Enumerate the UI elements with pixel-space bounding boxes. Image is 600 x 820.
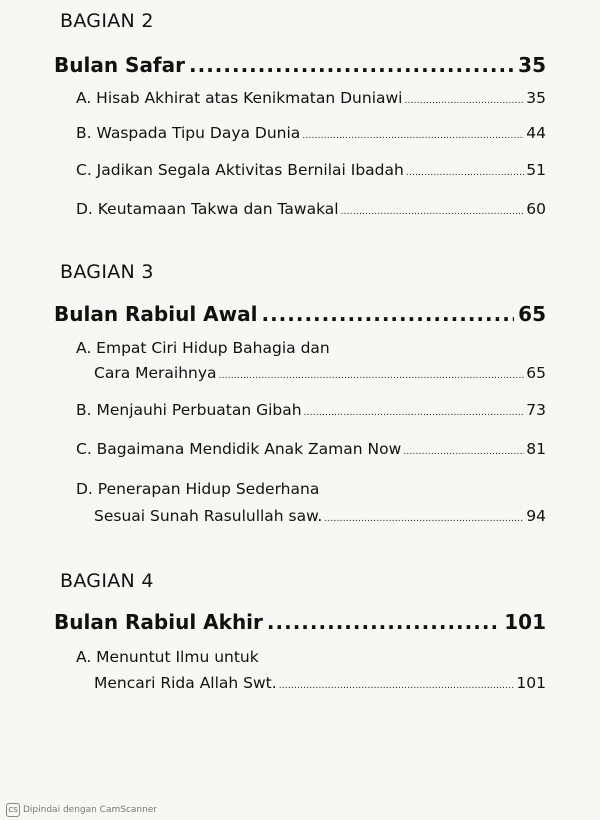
toc-entry	[94, 507, 546, 525]
dot-leader	[219, 371, 525, 381]
page-number: 81	[526, 440, 546, 458]
dot-leader	[189, 53, 514, 77]
camscanner-logo-icon: CS	[6, 803, 20, 817]
toc-entry	[76, 440, 546, 458]
dot-leader	[406, 168, 524, 178]
entry-title: B. Menjauhi Perbuatan Gibah	[76, 401, 302, 419]
dot-leader	[403, 447, 524, 457]
page-number: 44	[526, 124, 546, 142]
dot-leader	[404, 96, 524, 106]
chapter-title: Bulan Rabiul Awal	[54, 302, 258, 326]
toc-entry	[76, 200, 546, 218]
toc-entry	[94, 674, 546, 692]
dot-leader	[304, 408, 525, 418]
chapter-title: Bulan Rabiul Akhir	[54, 610, 263, 634]
toc-entry	[76, 89, 546, 107]
page-number: 65	[526, 364, 546, 382]
page-number: 101	[516, 674, 546, 692]
section-heading: BAGIAN 4	[60, 570, 154, 592]
dot-leader	[267, 610, 500, 634]
page-number: 101	[504, 610, 546, 634]
watermark-text: Dipindai dengan CamScanner	[23, 805, 158, 815]
dot-leader	[324, 514, 524, 524]
entry-title: B. Waspada Tipu Daya Dunia	[76, 124, 301, 142]
page-number: 60	[526, 200, 546, 218]
toc-entry	[76, 161, 546, 179]
dot-leader	[279, 681, 515, 691]
toc-entry	[76, 124, 546, 142]
entry-title-line1: A. Menuntut Ilmu untuk	[76, 648, 259, 666]
entry-title: Cara Meraihnya	[94, 364, 217, 382]
entry-title: Sesuai Sunah Rasulullah saw.	[94, 507, 323, 525]
entry-title-line1: D. Penerapan Hidup Sederhana	[76, 480, 320, 498]
page-number: 35	[526, 89, 546, 107]
chapter-title: Bulan Safar	[54, 53, 185, 77]
section-heading: BAGIAN 3	[60, 261, 154, 283]
toc-entry	[94, 364, 546, 382]
chapter-entry	[54, 610, 546, 634]
page-number: 65	[518, 302, 546, 326]
entry-title: A. Hisab Akhirat atas Kenikmatan Duniawi	[76, 89, 403, 107]
dot-leader	[302, 131, 524, 141]
chapter-entry	[54, 302, 546, 326]
entry-title: D. Keutamaan Takwa dan Tawakal	[76, 200, 339, 218]
entry-title: C. Jadikan Segala Aktivitas Bernilai Ibadah	[76, 161, 404, 179]
dot-leader	[341, 207, 525, 217]
entry-title: Mencari Rida Allah Swt.	[94, 674, 277, 692]
scanner-watermark	[6, 803, 157, 817]
entry-title: C. Bagaimana Mendidik Anak Zaman Now	[76, 440, 402, 458]
page-number: 73	[526, 401, 546, 419]
page-number: 35	[518, 53, 546, 77]
toc-entry	[76, 401, 546, 419]
dot-leader	[261, 302, 514, 326]
chapter-entry	[54, 53, 546, 77]
section-heading: BAGIAN 2	[60, 10, 154, 32]
page-number: 51	[526, 161, 546, 179]
entry-title-line1: A. Empat Ciri Hidup Bahagia dan	[76, 339, 330, 357]
page-number: 94	[526, 507, 546, 525]
